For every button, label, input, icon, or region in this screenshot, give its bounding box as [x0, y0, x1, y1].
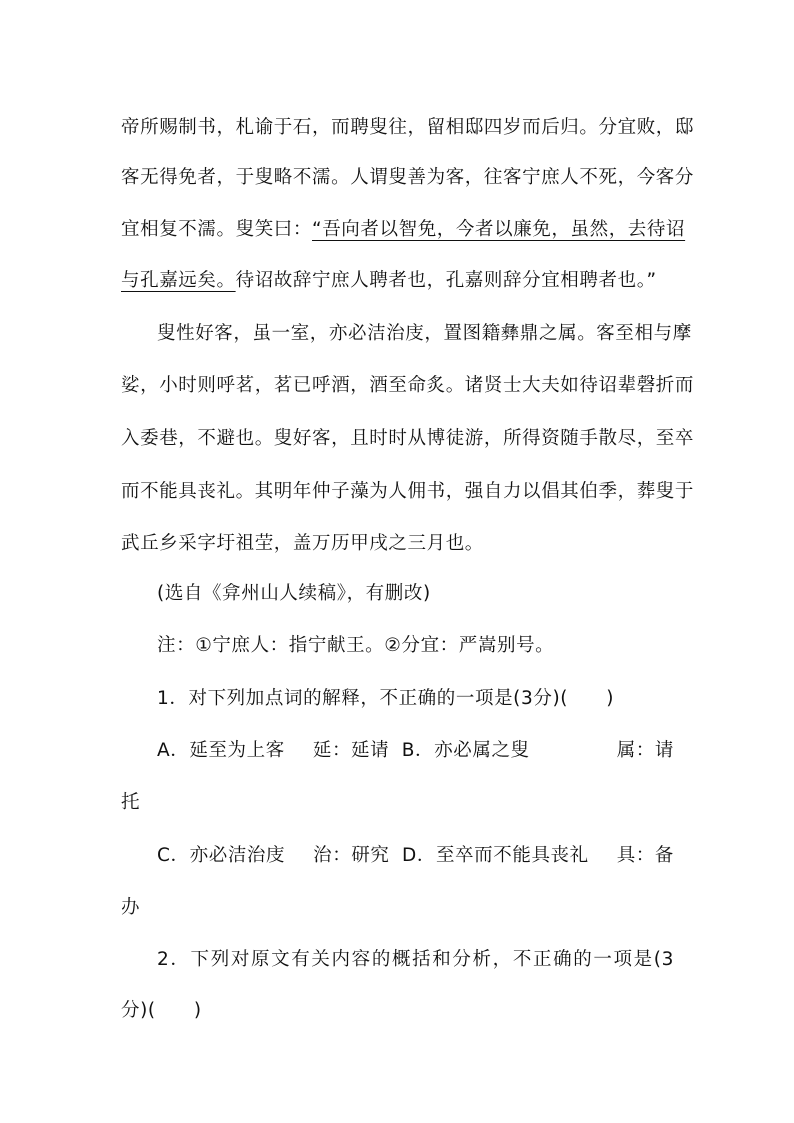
option-a-gloss: 延：延请	[312, 740, 390, 761]
notes: 注：①宁庶人：指宁献王。②分宜：严嵩别号。	[157, 635, 555, 656]
passage-line: 娑，小时则呼茗，茗已呼酒，酒至命炙。诸贤士大夫如待诏辈磬折而	[121, 375, 695, 396]
passage-text: 待诏故辞宁庶人聘者也，孔嘉则辞分宜相聘者也。”	[235, 270, 657, 291]
question-2-stem: 2．下列对原文有关内容的概括和分析，不正确的一项是(3	[157, 949, 674, 970]
passage-line: 帝所赐制书，札谕于石，而聘叟往，留相邸四岁而后归。分宜败，邸	[121, 117, 695, 138]
option-b-gloss-continued: 托	[121, 792, 141, 813]
underlined-sentence: “吾向者以智免，今者以廉免，虽然，去待诏	[312, 219, 686, 240]
passage-line: 叟性好客，虽一室，亦必洁治庋，置图籍彝鼎之属。客至相与摩	[157, 323, 692, 344]
question-1-options-cd	[157, 843, 674, 869]
source-citation: (选自《弇州山人续稿》，有删改)	[157, 583, 431, 604]
option-d-gloss-continued: 办	[121, 897, 141, 918]
option-c-gloss: 治：研究	[313, 845, 390, 866]
option-c: C．亦必洁治庋	[157, 845, 286, 866]
underlined-sentence: 与孔嘉远矣。	[121, 270, 236, 291]
passage-line: 入委巷，不避也。叟好客，且时时从博徒游，所得资随手散尽，至卒	[121, 428, 695, 449]
option-b-gloss: 属：请	[616, 740, 674, 761]
passage-line	[121, 268, 674, 294]
passage-line: 而不能具丧礼。其明年仲子藻为人佣书，强自力以倡其伯季，葬叟于	[121, 481, 695, 502]
question-1-stem: 1．对下列加点词的解释，不正确的一项是(3分)( )	[157, 688, 615, 709]
passage-line: 武丘乡采字圩祖茔，盖万历甲戌之三月也。	[121, 533, 484, 554]
passage-text: 宜相复不濡。叟笑曰：	[121, 219, 313, 240]
question-1-options-ab	[157, 738, 674, 764]
option-b: B．亦必属之叟	[401, 740, 530, 761]
option-a: A．延至为上客	[157, 740, 285, 761]
question-2-stem-continued: 分)( )	[121, 1000, 202, 1021]
passage-line	[121, 217, 686, 243]
option-d-gloss: 具：备	[616, 845, 674, 866]
option-d: D．至卒而不能具丧礼	[402, 845, 589, 866]
passage-line: 客无得免者，于叟略不濡。人谓叟善为客，往客宁庶人不死，今客分	[121, 167, 695, 188]
